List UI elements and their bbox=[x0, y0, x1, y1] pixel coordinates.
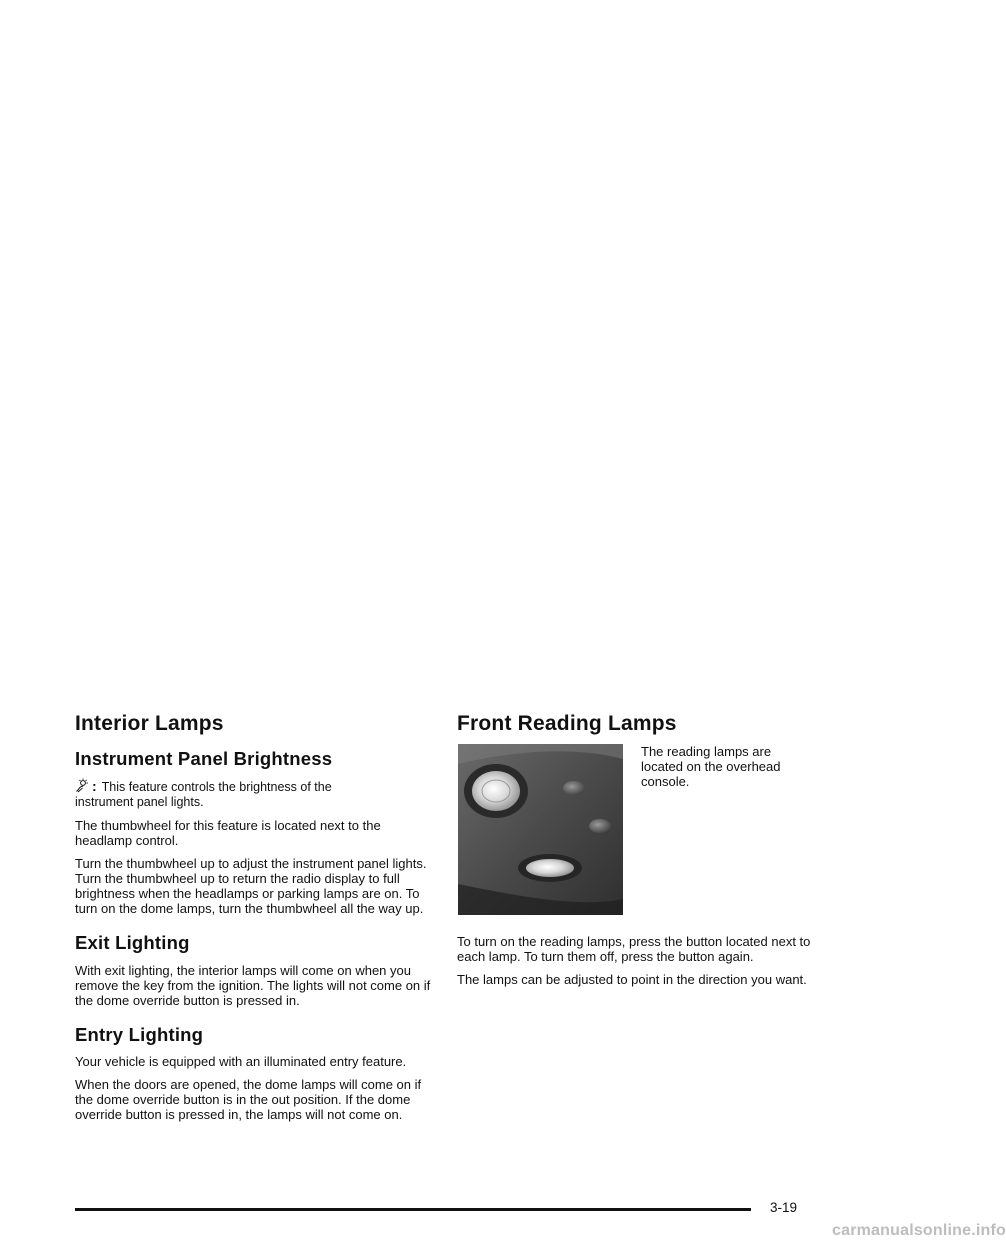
reading-lamp-figure bbox=[457, 744, 819, 926]
dimmer-description: : This feature controls the brightness of the instrument panel lights. bbox=[75, 778, 437, 810]
paragraph: When the doors are opened, the dome lamps will come on if the dome override button is in the out position. If the dome override button is pressed in, the lamps will not come on. bbox=[75, 1076, 422, 1122]
caption-text: The reading lamps are located on the overhead console. bbox=[641, 744, 781, 790]
watermark: carmanualsonline.info bbox=[832, 1222, 1006, 1239]
heading-exit-lighting: Exit Lighting bbox=[75, 932, 190, 954]
dimmer-text: This feature controls the brightness of the bbox=[101, 780, 332, 795]
dimmer-text-cont: instrument panel lights. bbox=[75, 795, 204, 810]
reading-lamps-photo bbox=[458, 744, 623, 915]
section-title-interior-lamps: Interior Lamps bbox=[75, 712, 224, 735]
heading-entry-lighting: Entry Lighting bbox=[75, 1023, 204, 1045]
heading-instrument-panel-brightness: Instrument Panel Brightness bbox=[75, 748, 333, 770]
paragraph: To turn on the reading lamps, press the button located next to each lamp. To turn them off, press the button again. bbox=[457, 934, 811, 965]
left-column bbox=[75, 712, 437, 1130]
panel-dimmer-icon bbox=[75, 778, 90, 793]
heading-front-reading-lamps: Front Reading Lamps bbox=[457, 712, 677, 735]
paragraph: With exit lighting, the interior lamps will come on when you remove the key from the ignition. The lights will not come on if the dome override button is pressed in. bbox=[75, 962, 431, 1008]
paragraph: Your vehicle is equipped with an illuminated entry feature. bbox=[75, 1053, 407, 1069]
figure-caption bbox=[641, 744, 816, 789]
page-number: 3-19 bbox=[770, 1200, 798, 1215]
paragraph: The thumbwheel for this feature is located next to the headlamp control. bbox=[75, 818, 381, 849]
right-column bbox=[457, 712, 819, 995]
paragraph: Turn the thumbwheel up to adjust the instrument panel lights. Turn the thumbwheel up to return the radio display to full brightness when the headlamps or parking lamps are on. To turn on the dome lamps, turn the thumbwheel all the way up. bbox=[75, 856, 427, 917]
paragraph: The lamps can be adjusted to point in the direction you want. bbox=[457, 972, 807, 988]
footer-rule bbox=[75, 1208, 751, 1211]
